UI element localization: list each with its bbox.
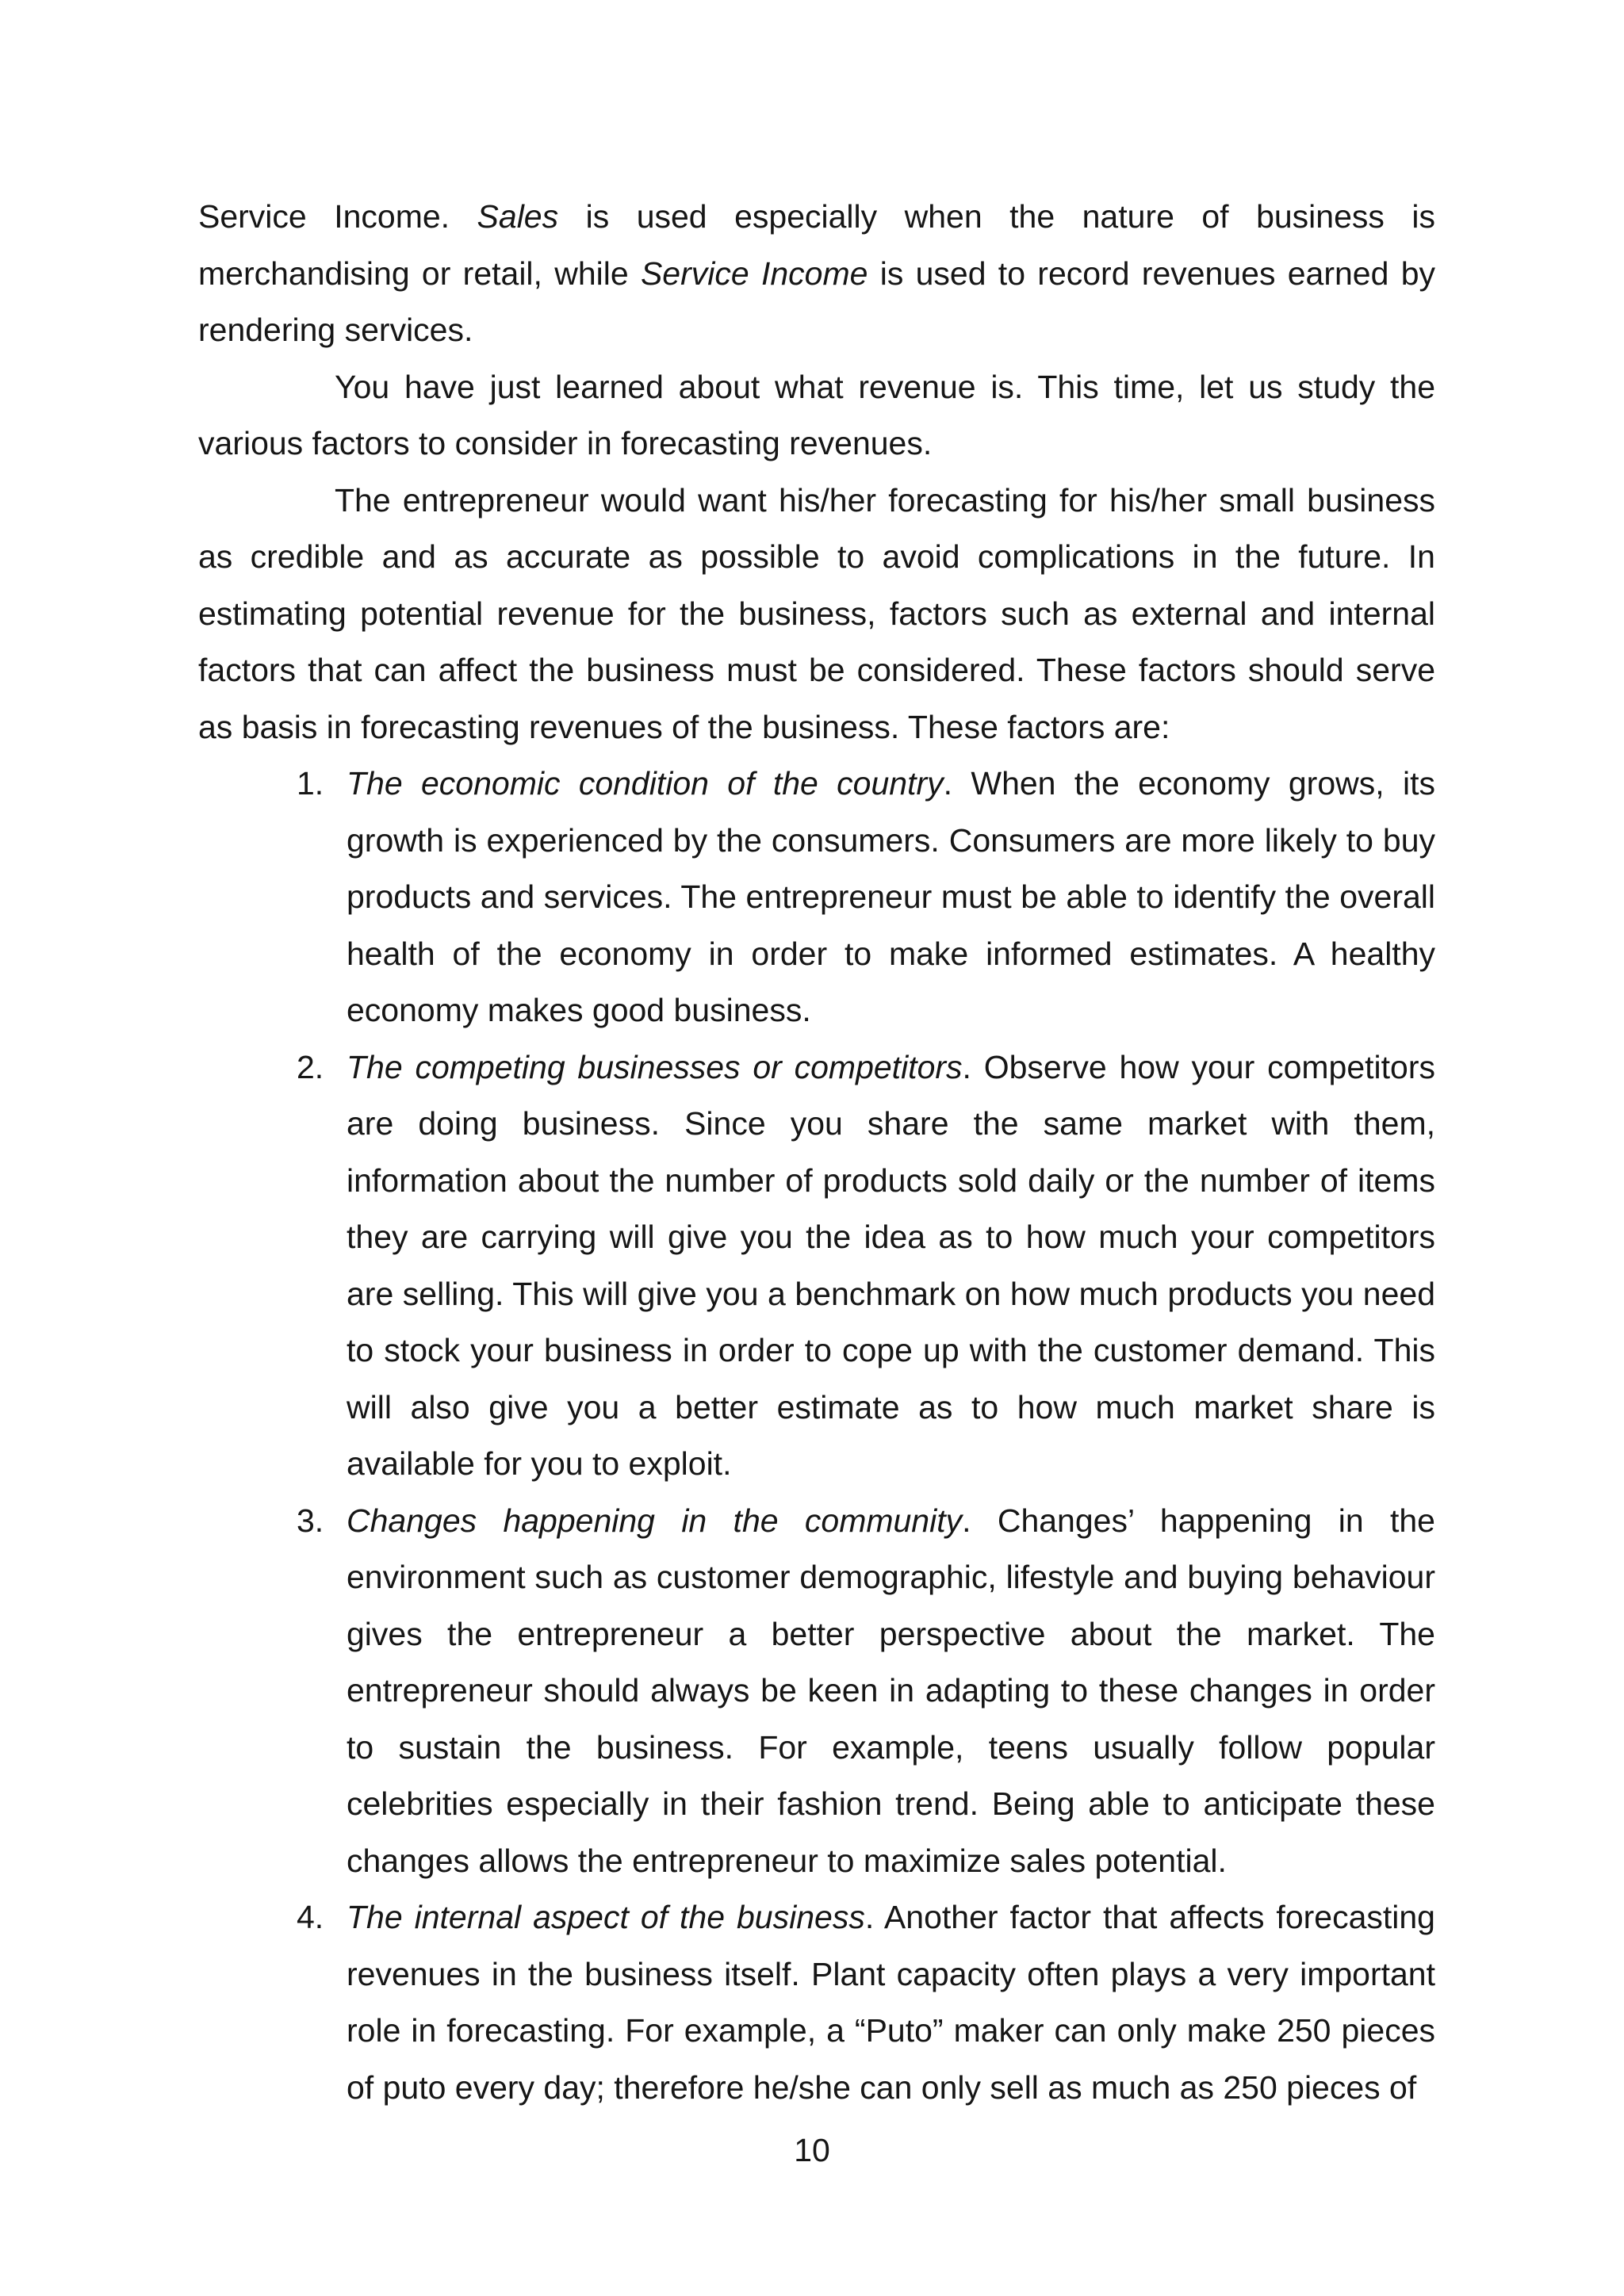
list-number: 1.: [297, 765, 324, 802]
list-number: 2.: [297, 1048, 324, 1085]
list-item: [198, 1889, 1435, 2116]
list-number: 3.: [297, 1502, 324, 1539]
paragraph-transition: You have just learned about what revenue is. This time, let us study the various factors to consider in forecasting revenues.: [198, 368, 1435, 461]
factor-title: The competing businesses or competitors: [347, 1048, 963, 1085]
factor-title: Changes happening in the community: [347, 1502, 963, 1539]
factor-title: The economic condition of the country: [347, 765, 944, 802]
paragraph-text: is used especially when the nature of business is merchandising or retail, while: [198, 198, 1435, 292]
factor-title: The internal aspect of the business: [347, 1899, 865, 1935]
factor-text: . Changes’ happening in the environment such as customer demographic, lifestyle and buying behaviour gives the entrepreneur a better perspective about the market. The entrepreneur should always be keen in adapting to these changes in order to sustain the business. For example, teens usually follow popular celebrities especially in their fashion trend. Being able to anticipate these changes allows the entrepreneur to maximize sales potential.: [347, 1502, 1435, 1879]
list-item: [198, 1493, 1435, 1890]
document-page: [198, 189, 1435, 2116]
factor-text: . Observe how your competitors are doing business. Since you share the same market with them, information about the number of products sold daily or the number of items they are carrying will give you the idea as to how much your competitors are selling. This will give you a benchmark on how much products you need to stock your business in order to cope up with the customer demand. This will also give you a better estimate as to how much market share is available for you to exploit.: [347, 1048, 1435, 1482]
paragraph-revenue-accounts: [198, 189, 1435, 359]
list-item: [198, 756, 1435, 1039]
factors-list: [198, 756, 1435, 2116]
paragraph-text: is used to record revenues earned by rendering services.: [198, 254, 1436, 348]
list-number: 4.: [297, 1899, 324, 1935]
list-item: [198, 1039, 1435, 1493]
factor-text: . Another factor that affects forecasting revenues in the business itself. Plant capacity often plays a very important role in forecasting. For example, a “Puto” maker can only make 250 pieces of puto every day; therefore he/she can only sell as much as 250 pieces of: [347, 1899, 1435, 2106]
factor-text: . When the economy grows, its growth is experienced by the consumers. Consumers are more likely to buy products and services. The entrepreneur must be able to identify the overall health of the economy in order to make informed estimates. A healthy economy makes good business.: [347, 765, 1435, 1028]
page-number: 10: [794, 2132, 830, 2168]
paragraph-text: Service Income.: [198, 198, 477, 235]
paragraph-forecasting-intro: The entrepreneur would want his/her forecasting for his/her small business as credible and as accurate as possible to avoid complications in the future. In estimating potential revenue for the business, factors such as external and internal factors that can affect the business must be considered. These factors should serve as basis in forecasting revenues of the business. These factors are:: [198, 481, 1435, 745]
italic-term-sales: Sales: [477, 198, 559, 235]
italic-term-service-income: Service Income: [640, 254, 868, 292]
